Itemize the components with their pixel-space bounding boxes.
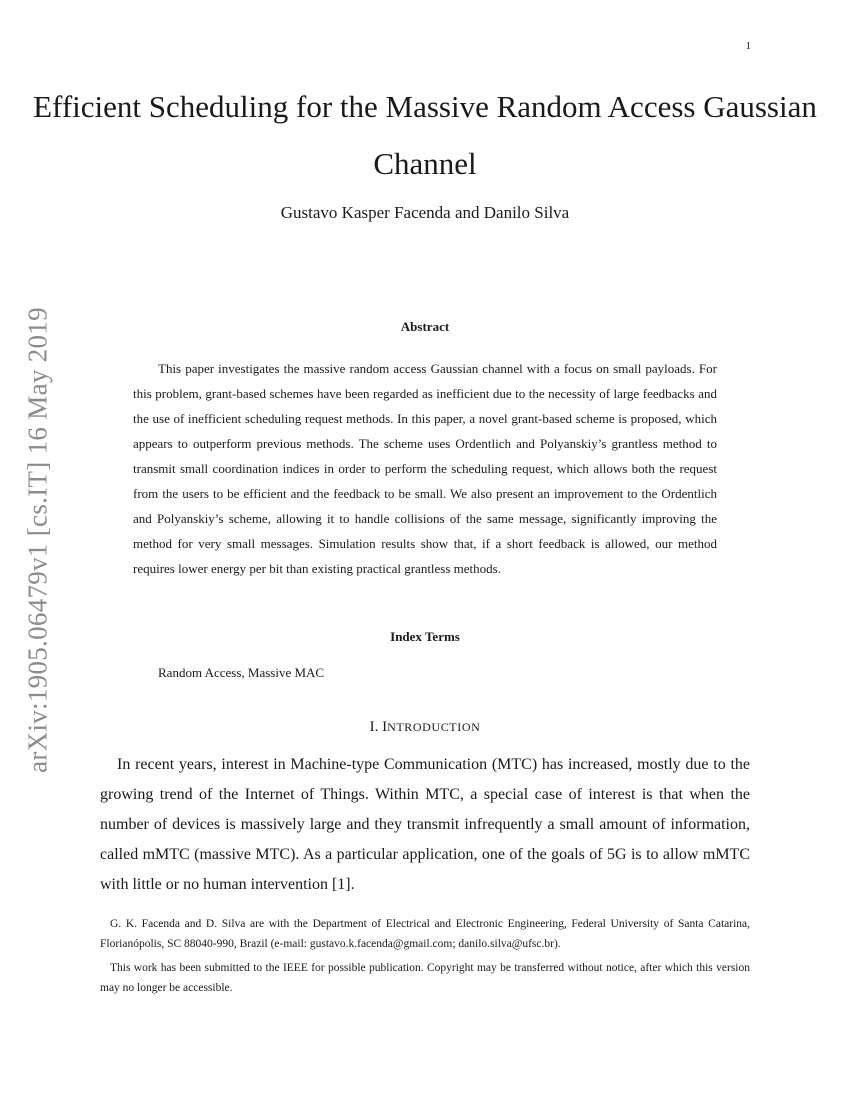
page-number: 1 (745, 40, 751, 52)
paper-title: Efficient Scheduling for the Massive Random Access Gaussian Channel (33, 89, 817, 181)
abstract-body: This paper investigates the massive random access Gaussian channel with a focus on small payloads. For this problem, grant-based schemes have been regarded as inefficient due to the necessity of large feedbacks and the use of inefficient scheduling request methods. In this paper, a novel grant-based scheme is proposed, which appears to outperform previous methods. The scheme uses Ordentlich and Polyanskiy’s grantless method to transmit small coordination indices in order to perform the scheduling request, which allows both the request from the users to be efficient and the feedback to be small. We also present an improvement to the Ordentlich and Polyanskiy’s scheme, allowing it to handle collisions of the same message, significantly improving the method for very small messages. Simulation results show that, if a short feedback is allowed, our method requires lower energy per bit than existing practical grantless methods. (133, 361, 717, 576)
section-title-initial: I (382, 719, 388, 735)
footnote-copyright: This work has been submitted to the IEEE for possible publication. Copyright may be transferred without notice, after which this version may no longer be accessible. (100, 962, 750, 994)
arxiv-identifier: arXiv:1905.06479v1 [cs.IT] 16 May 2019 (22, 307, 53, 773)
paper-authors: Gustavo Kasper Facenda and Danilo Silva (280, 203, 570, 222)
section-title-rest: NTRODUCTION (387, 720, 481, 734)
footnote-affiliation: G. K. Facenda and D. Silva are with the Department of Electrical and Electronic Engineering, Federal University of Santa Catarina, Florianópolis, SC 88040-990, Brazil (e-mail: gustavo.k.facenda@gmail.com; danilo.silva@ufsc.br). (100, 918, 750, 950)
abstract-heading: Abstract (400, 319, 450, 334)
section-heading (0, 719, 850, 736)
intro-paragraph: In recent years, interest in Machine-type Communication (MTC) has increased, mostly due to the growing trend of the Internet of Things. Within MTC, a special case of interest is that when the number of devices is massively large and they transmit infrequently a small amount of information, called mMTC (massive MTC). As a particular application, one of the goals of 5G is to allow mMTC with little or no human intervention [1]. (100, 756, 750, 893)
section-number: I. (369, 719, 383, 735)
index-terms-body: Random Access, Massive MAC (158, 665, 325, 680)
index-terms-heading: Index Terms (390, 629, 460, 644)
